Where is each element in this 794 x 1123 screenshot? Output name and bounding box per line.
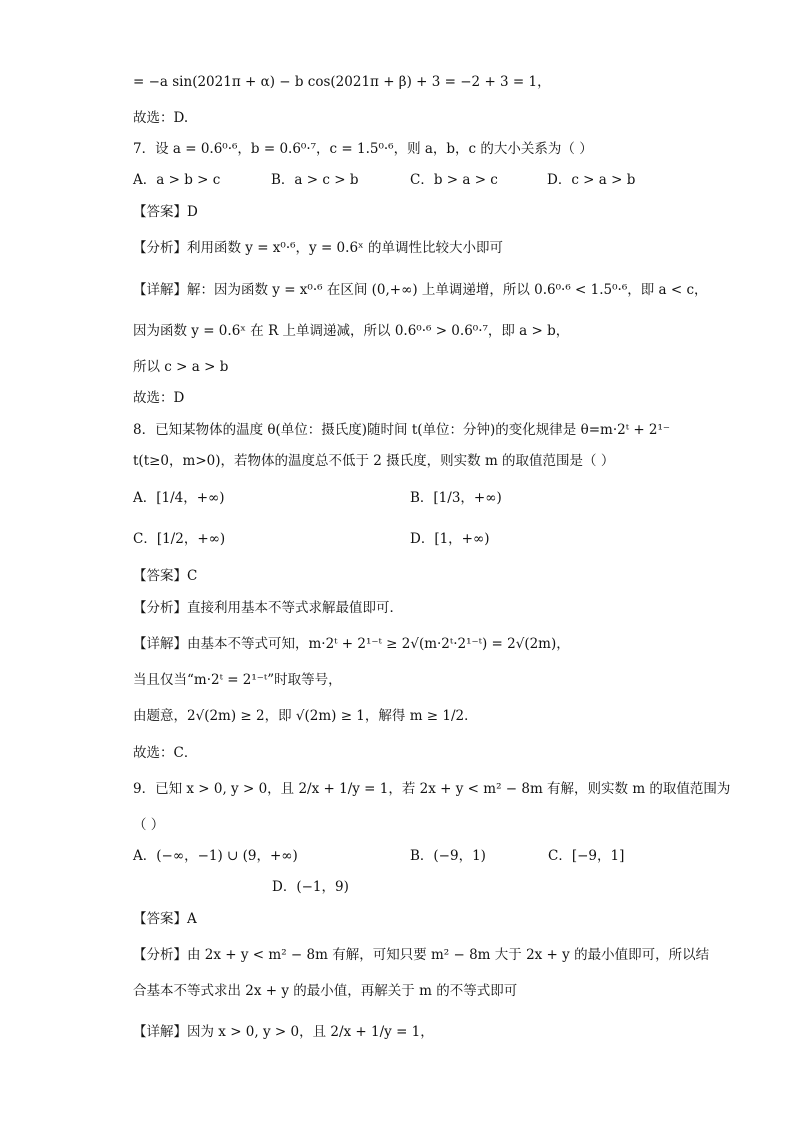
q7-solution-1: 【详解】解：因为函数 y = x⁰·⁶ 在区间 (0,+∞) 上单调递增，所以 0.6⁰·⁶ < 1.5⁰·⁶，即 a < c， — [133, 282, 708, 298]
q8-option-d: D．[1，+∞) — [410, 531, 490, 547]
q8-option-a: A．[1/4，+∞) — [133, 490, 225, 506]
q7-option-a: A．a > b > c — [133, 172, 221, 188]
q8-option-c: C．[1/2，+∞) — [133, 531, 226, 547]
question-7-stem: 7．设 a = 0.6⁰·⁶，b = 0.6⁰·⁷，c = 1.5⁰·⁶，则 a，b，c 的大小关系为（ ） — [133, 141, 593, 157]
q8-solution-2: 当且仅当“m·2ᵗ = 2¹⁻ᵗ”时取等号， — [133, 672, 342, 688]
q8-answer: 【答案】C — [133, 568, 198, 584]
question-9-stem-1: 9．已知 x > 0, y > 0，且 2/x + 1/y = 1，若 2x + y < m² − 8m 有解，则实数 m 的取值范围为 — [133, 781, 731, 797]
q9-solution-1: 【详解】因为 x > 0, y > 0，且 2/x + 1/y = 1， — [133, 1024, 434, 1040]
q8-solution-3: 由题意，2√(2m) ≥ 2，即 √(2m) ≥ 1，解得 m ≥ 1/2． — [133, 708, 478, 724]
q7-solution-3: 所以 c > a > b — [133, 359, 229, 375]
q7-option-c: C．b > a > c — [410, 172, 498, 188]
q7-option-d: D．c > a > b — [547, 172, 636, 188]
q8-option-b: B．[1/3，+∞) — [410, 490, 502, 506]
text-line-1: = −a sin(2021π + α) − b cos(2021π + β) + 3 = −2 + 3 = 1， — [133, 74, 551, 90]
q9-analysis-1: 【分析】由 2x + y < m² − 8m 有解，可知只要 m² − 8m 大于 2x + y 的最小值即可，所以结 — [133, 947, 710, 963]
q9-option-d: D．(−1，9) — [272, 879, 349, 895]
q8-analysis: 【分析】直接利用基本不等式求解最值即可． — [133, 600, 403, 616]
question-8-stem-2: t(t≥0，m>0)，若物体的温度总不低于 2 摄氏度，则实数 m 的取值范围是（ ） — [133, 453, 615, 469]
q9-option-c: C．[−9，1] — [548, 848, 625, 864]
question-8-stem-1: 8．已知某物体的温度 θ(单位：摄氏度)随时间 t(单位：分钟)的变化规律是 θ=m·2ᵗ + 2¹⁻ — [133, 422, 671, 438]
q7-conclusion: 故选：D — [133, 390, 185, 406]
q7-solution-2: 因为函数 y = 0.6ˣ 在 R 上单调递减，所以 0.6⁰·⁶ > 0.6⁰·⁷，即 a > b， — [133, 323, 570, 339]
q7-option-b: B．a > c > b — [271, 172, 359, 188]
q8-solution-1: 【详解】由基本不等式可知，m·2ᵗ + 2¹⁻ᵗ ≥ 2√(m·2ᵗ·2¹⁻ᵗ) = 2√(2m)， — [133, 636, 570, 652]
q7-answer: 【答案】D — [133, 204, 198, 220]
q9-option-b: B．(−9，1) — [410, 848, 486, 864]
q8-conclusion: 故选：C． — [133, 745, 198, 761]
question-9-stem-2: （ ） — [133, 817, 165, 833]
text-line-2: 故选：D. — [133, 110, 189, 126]
q9-analysis-2: 合基本不等式求出 2x + y 的最小值，再解关于 m 的不等式即可 — [133, 983, 518, 999]
q9-option-a: A．(−∞，−1) ∪ (9，+∞) — [133, 848, 298, 864]
q9-answer: 【答案】A — [133, 911, 197, 927]
q7-analysis: 【分析】利用函数 y = x⁰·⁶，y = 0.6ˣ 的单调性比较大小即可 — [133, 240, 504, 256]
